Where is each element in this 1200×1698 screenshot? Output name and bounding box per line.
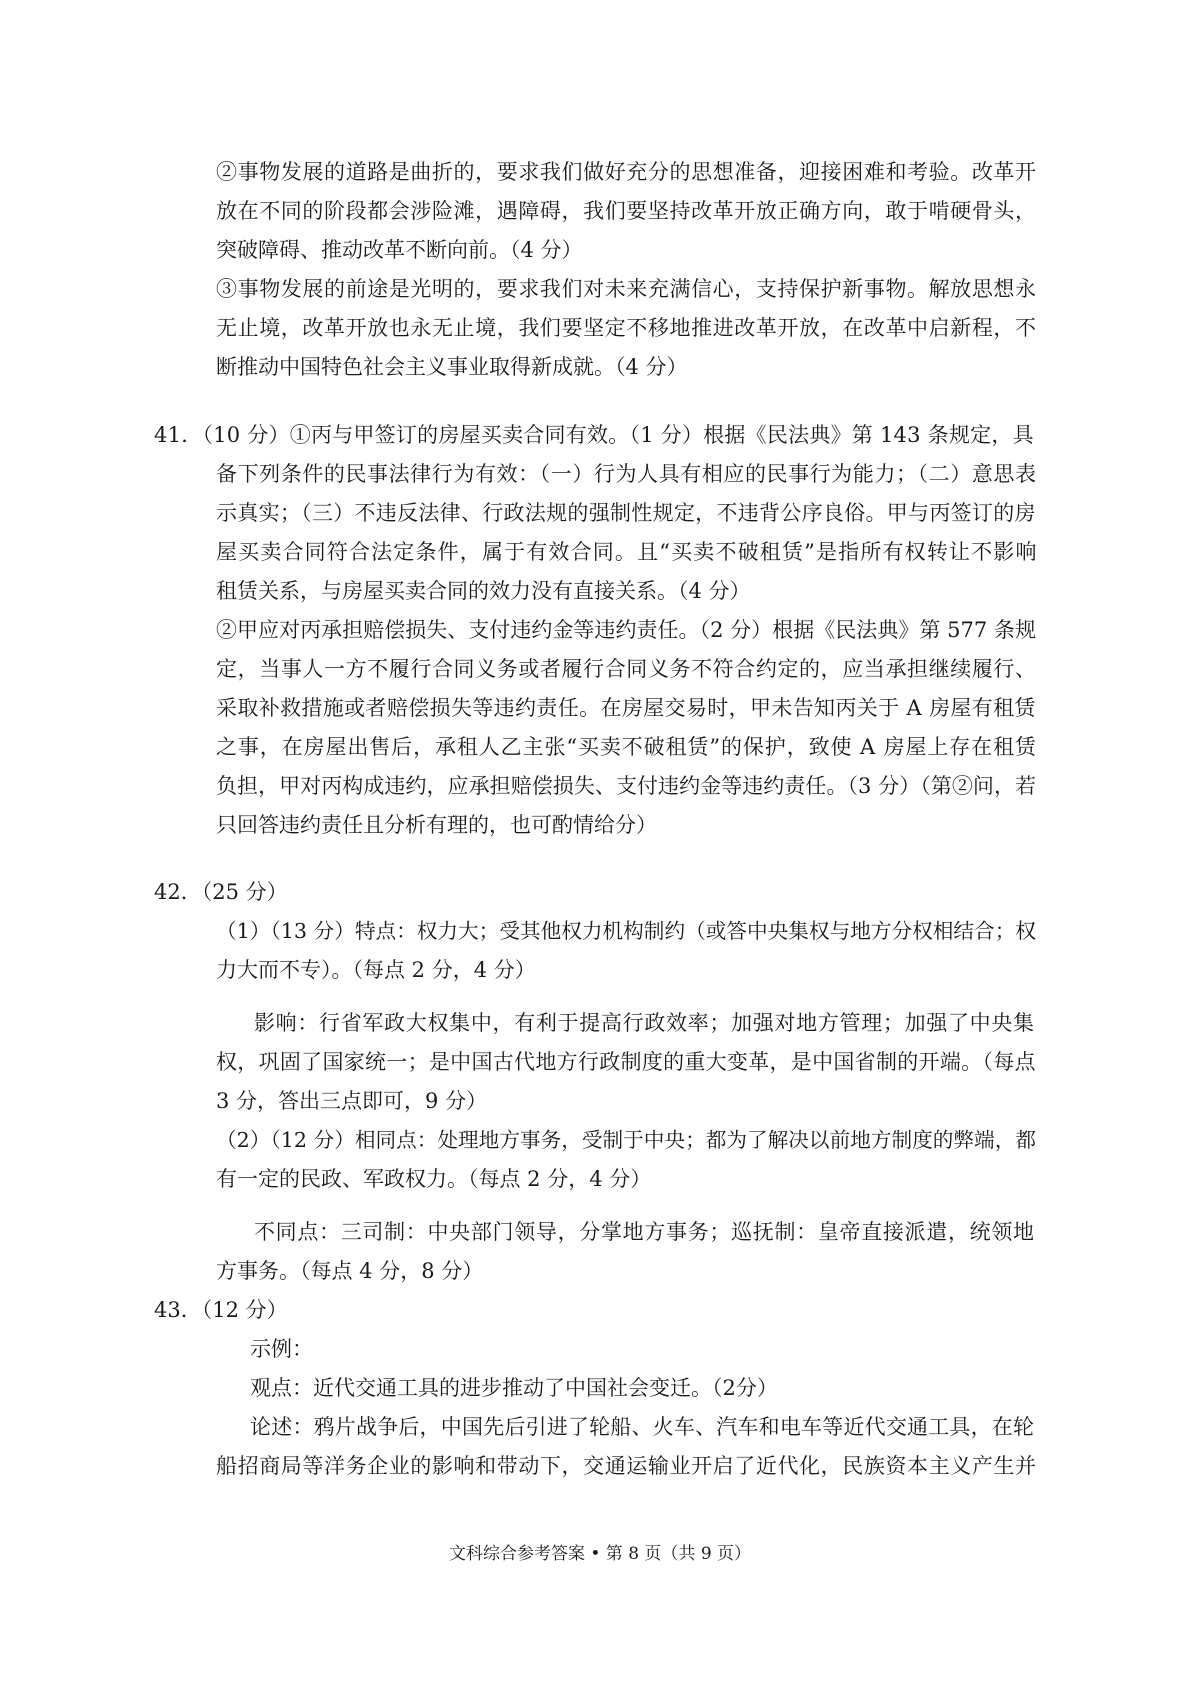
text-line: 方事务。（每点 4 分，8 分） <box>216 1259 484 1283</box>
text-line: 只回答违约责任且分析有理的，也可酌情给分） <box>216 813 657 837</box>
text-line: 突破障碍、推动改革不断向前。（4 分） <box>216 238 583 262</box>
text-line: 备下列条件的民事法律行为有效：（一）行为人具有相应的民事行为能力；（二）意思表 <box>216 462 1037 486</box>
text-line: （2）（12 分）相同点：处理地方事务，受制于中央；都为了解决以前地方制度的弊端，都 <box>216 1128 1036 1152</box>
text-line: 之事，在房屋出售后，承租人乙主张“买卖不破租赁”的保护，致使 A 房屋上存在租赁 <box>216 735 1037 759</box>
page-footer: 文科综合参考答案 • 第 8 页（共 9 页） <box>448 1544 752 1564</box>
text-line: 观点：近代交通工具的进步推动了中国社会变迁。（2分） <box>250 1376 778 1400</box>
question-43-heading: 43．（12 分） <box>154 1298 288 1322</box>
question-41-heading: 41．（10 分）①丙与甲签订的房屋买卖合同有效。（1 分）根据《民法典》第 143 条规定，具 <box>154 423 1034 447</box>
text-line: ②甲应对丙承担赔偿损失、支付违约金等违约责任。（2 分）根据《民法典》第 577 条规 <box>216 618 1036 642</box>
text-line: 不同点：三司制：中央部门领导，分掌地方事务；巡抚制：皇帝直接派遣，统领地 <box>254 1220 1035 1244</box>
text-line: 示例： <box>250 1337 313 1361</box>
text-line: 租赁关系，与房屋买卖合同的效力没有直接关系。（4 分） <box>216 579 751 603</box>
text-line: 力大而不专）。（每点 2 分，4 分） <box>216 958 536 982</box>
question-42-heading: 42．（25 分） <box>154 880 288 904</box>
text-line: 3 分，答出三点即可，9 分） <box>216 1089 488 1113</box>
text-line: 权，巩固了国家统一；是中国古代地方行政制度的重大变革，是中国省制的开端。（每点 <box>216 1050 1036 1074</box>
text-line: 示真实；（三）不违反法律、行政法规的强制性规定，不违背公序良俗。甲与丙签订的房 <box>216 501 1036 525</box>
text-line: 断推动中国特色社会主义事业取得新成就。（4 分） <box>216 355 688 379</box>
text-line: ③事物发展的前途是光明的，要求我们对未来充满信心，支持保护新事物。解放思想永 <box>216 277 1037 301</box>
text-line: （1）（13 分）特点：权力大；受其他权力机构制约（或答中央集权与地方分权相结合；权 <box>216 919 1036 943</box>
text-line: 屋买卖合同符合法定条件，属于有效合同。且“买卖不破租赁”是指所有权转让不影响 <box>216 540 1038 564</box>
text-line: 论述：鸦片战争后，中国先后引进了轮船、火车、汽车和电车等近代交通工具，在轮 <box>250 1415 1035 1439</box>
text-line: 有一定的民政、军政权力。（每点 2 分，4 分） <box>216 1167 652 1191</box>
text-line: 负担，甲对丙构成违约，应承担赔偿损失、支付违约金等违约责任。（3 分）（第②问，若 <box>216 774 1037 798</box>
text-line: 无止境，改革开放也永无止境，我们要坚定不移地推进改革开放，在改革中启新程，不 <box>216 316 1037 340</box>
text-line: 船招商局等洋务企业的影响和带动下，交通运输业开启了近代化，民族资本主义产生并 <box>216 1454 1037 1478</box>
text-line: 放在不同的阶段都会涉险滩，遇障碍，我们要坚持改革开放正确方向，敢于啃硬骨头， <box>216 199 1037 223</box>
text-line: 影响：行省军政大权集中，有利于提高行政效率；加强对地方管理；加强了中央集 <box>254 1011 1035 1035</box>
text-line: ②事物发展的道路是曲折的，要求我们做好充分的思想准备，迎接困难和考验。改革开 <box>216 160 1037 184</box>
text-line: 采取补救措施或者赔偿损失等违约责任。在房屋交易时，甲未告知丙关于 A 房屋有租赁 <box>216 696 1036 720</box>
text-line: 定，当事人一方不履行合同义务或者履行合同义务不符合约定的，应当承担继续履行、 <box>216 657 1037 681</box>
